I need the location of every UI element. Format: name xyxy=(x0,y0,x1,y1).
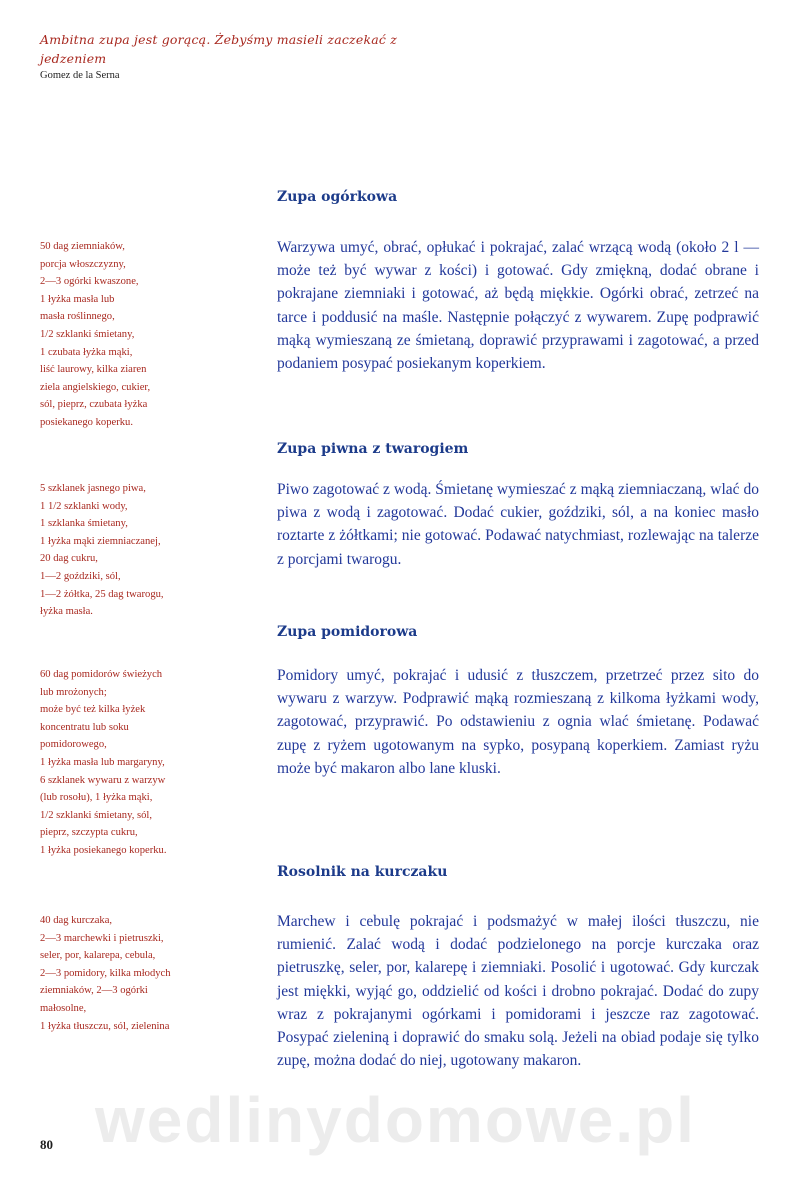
recipe-title: Zupa ogórkowa xyxy=(277,189,398,205)
ingredients-list: 50 dag ziemniaków, porcja włoszczyzny, 2—3 ogórki kwaszone, 1 łyżka masła lub masła roślinnego, 1/2 szklanki śmietany, 1 czubata łyżka mąki, liść laurowy, kilka ziaren ziela angielskiego, cukier, sól, pieprz, czubata łyżka posiekanego koperku. xyxy=(40,241,151,428)
page-number: 80 xyxy=(40,1137,53,1152)
recipe-title: Zupa pomidorowa xyxy=(277,624,418,640)
ingredients-list: 5 szklanek jasnego piwa, 1 1/2 szklanki wody, 1 szklanka śmietany, 1 łyżka mąki ziemniaczanej, 20 dag cukru, 1—2 goździki, sól, 1—2 żółtka, 25 dag twarogu, łyżka masła. xyxy=(40,483,164,618)
epigraph-author: Gomez de la Serna xyxy=(40,70,120,81)
ingredients-list: 40 dag kurczaka, 2—3 marchewki i pietruszki, seler, por, kalarepa, cebula, 2—3 pomidory, kilka młodych ziemniaków, 2—3 ogórki małosolne, 1 łyżka tłuszczu, sól, zielenina xyxy=(40,915,171,1032)
recipe-title: Zupa piwna z twarogiem xyxy=(277,441,469,457)
ingredients-list: 60 dag pomidorów świeżych lub mrożonych; może być też kilka łyżek koncentratu lub soku pomidorowego, 1 łyżka masła lub margaryny, 6 szklanek wywaru z warzyw (lub rosołu), 1 łyżka mąki, 1/2 szklanki śmietany, sól, pieprz, szczypta cukru, 1 łyżka posiekanego koperku. xyxy=(40,669,167,856)
recipe-body: Warzywa umyć, obrać, opłukać i pokrajać, zalać wrzącą wodą (około 2 l — może też być wywar z kości) i gotować. Gdy zmiękną, dodać obrane i pokrajane ziemniaki i gotować, aż będą miękkie. Ogórki obrać, zetrzeć na tarce i poddusić na maśle. Następnie połączyć z wywarem. Zupę podprawić mąką wymieszaną ze śmietaną, doprawić przyprawami i zagotować, a przed podaniem posypać posiekanym koperkiem. xyxy=(277,239,759,373)
recipe-title: Rosolnik na kurczaku xyxy=(277,864,448,880)
watermark: wedlinydomowe.pl xyxy=(95,1084,696,1156)
epigraph-quote: Ambitna zupa jest gorącą. Żebyśmy masieli zaczekać z jedzeniem xyxy=(40,32,398,66)
recipe-body: Pomidory umyć, pokrajać i udusić z tłuszczem, przetrzeć przez sito do wywaru z warzyw. Podprawić mąką rozmieszaną z kilkoma łyżkami wody, zagotować, przyprawić. Po odstawieniu z ognia wlać śmietanę. Podawać zupę z ryżem ugotowanym na sypko, posypaną koperkiem. Zamiast ryżu może być makaron albo lane kluski. xyxy=(277,667,759,777)
recipe-body: Piwo zagotować z wodą. Śmietanę wymieszać z mąką ziemniaczaną, wlać do piwa z wodą i zagotować. Dodać cukier, goździki, sól, a na koniec masło roztarte z żółtkami; nie gotować. Podawać natychmiast, rozlewając na talerze z porcjami twarogu. xyxy=(277,481,759,568)
recipe-body: Marchew i cebulę pokrajać i podsmażyć w małej ilości tłuszczu, nie rumienić. Zalać wodą i dodać podzielonego na porcje kurczaka oraz pietruszkę, seler, por, kalarepę i ziemniaki. Posolić i ugotować. Gdy kurczak jest miękki, wyjąć go, oddzielić od kości i drobno pokrajać. Dodać do zupy wraz z pokrajanymi ogórkami i pomidorami i jeszcze raz zagotować. Posypać zieleniną i doprawić do smaku solą. Jeżeli na obiad podaje się tylko zupę, można dodać do niej, ugotowany makaron. xyxy=(277,913,759,1070)
